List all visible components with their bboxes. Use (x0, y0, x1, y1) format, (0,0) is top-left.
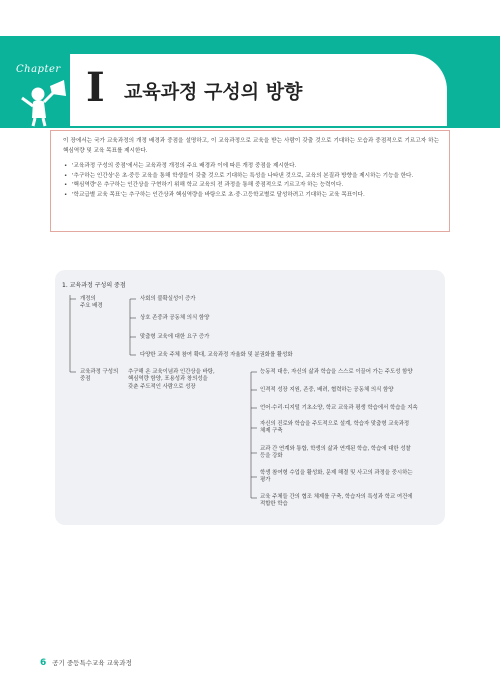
branch-b-label: 교육과정 구성의 중점 (80, 369, 119, 383)
branch-b-item: 인격적 성장 지원, 존중, 배려, 협력하는 공동체 의식 함양 (260, 387, 394, 393)
branch-b-summary: 추구해 온 교육이념과 인간상을 바탕, 핵심역량 함양, 포용성과 창의성을 갖춘 주도적인 사람으로 성장 (128, 369, 215, 390)
branch-a-item: 사회의 불확실성이 증가 (140, 296, 196, 302)
branch-b-item: 능동적 대응, 자신의 삶과 학습을 스스로 이끌어 가는 주도성 함양 (260, 369, 413, 375)
chapter-number: I (86, 64, 105, 111)
chapter-title: 교육과정 구성의 방향 (124, 81, 303, 103)
intro-bullet: • '추구하는 인간상'은 초·중등 교육을 통해 학생들이 갖출 것으로 기대하는 특성을 나타낸 것으로, 교육의 본질과 방향을 제시하는 기능을 한다. (63, 172, 439, 182)
branch-b-item: 언어·수리·디지털 기초소양, 학교 교육과 평생 학습에서 학습을 지속 (260, 405, 418, 411)
chapter-label: Chapter (16, 64, 61, 75)
page-footer (40, 658, 132, 668)
intro-paragraph: 이 장에서는 국가 교육과정의 개정 배경과 중점을 설명하고, 이 교육과정으로 교육을 받는 사람이 갖출 것으로 기대하는 모습과 중점적으로 기르고자 하는 핵심역량 및 교육 목표를 제시한다. (63, 138, 439, 154)
page-number: 6 (40, 658, 47, 668)
intro-bullet: • '학교급별 교육 목표'는 추구하는 인간상과 핵심역량을 바탕으로 초·중·고등학교별로 달성하려고 기대하는 교육 목표이다. (63, 191, 439, 201)
branch-b-item: 학생 참여형 수업을 활성화, 문제 해결 및 사고의 과정을 중시하는 평가 (260, 470, 413, 484)
diagram-title: 1. 교육과정 구성의 중점 (62, 282, 126, 289)
branch-a-item: 다양한 교육 주체 참여 확대, 교육과정 자율화 및 분권화를 활성화 (140, 352, 293, 358)
intro-bullet: • '핵심역량'은 추구하는 인간상을 구현하기 위해 학교 교육의 전 과정을 통해 중점적으로 기르고자 하는 능력이다. (63, 181, 439, 191)
book-title: 공기 중등특수교육 교육과정 (52, 659, 132, 667)
branch-b-item: 교과 간 연계와 통합, 학생의 삶과 연계된 학습, 학습에 대한 성찰 등을 강화 (260, 446, 411, 460)
branch-a-item: 상호 존중과 공동체 의식 함양 (140, 315, 210, 321)
branch-b-item: 교육 주체들 간의 협조 체제를 구축, 학습자의 특성과 학교 여건에 적합한 학습 (260, 494, 413, 508)
intro-bullet: • '교육과정 구성의 중점'에서는 교육과정 개정의 주요 배경과 이에 따른 개정 중점을 제시한다. (63, 162, 439, 172)
branch-a-item: 맞춤형 교육에 대한 요구 증가 (140, 334, 210, 340)
branch-a-label: 개정의 주요 배경 (80, 296, 103, 310)
branch-b-item: 자신의 진로와 학습을 주도적으로 설계, 학습자 맞춤형 교육과정 체제 구축 (260, 421, 410, 435)
